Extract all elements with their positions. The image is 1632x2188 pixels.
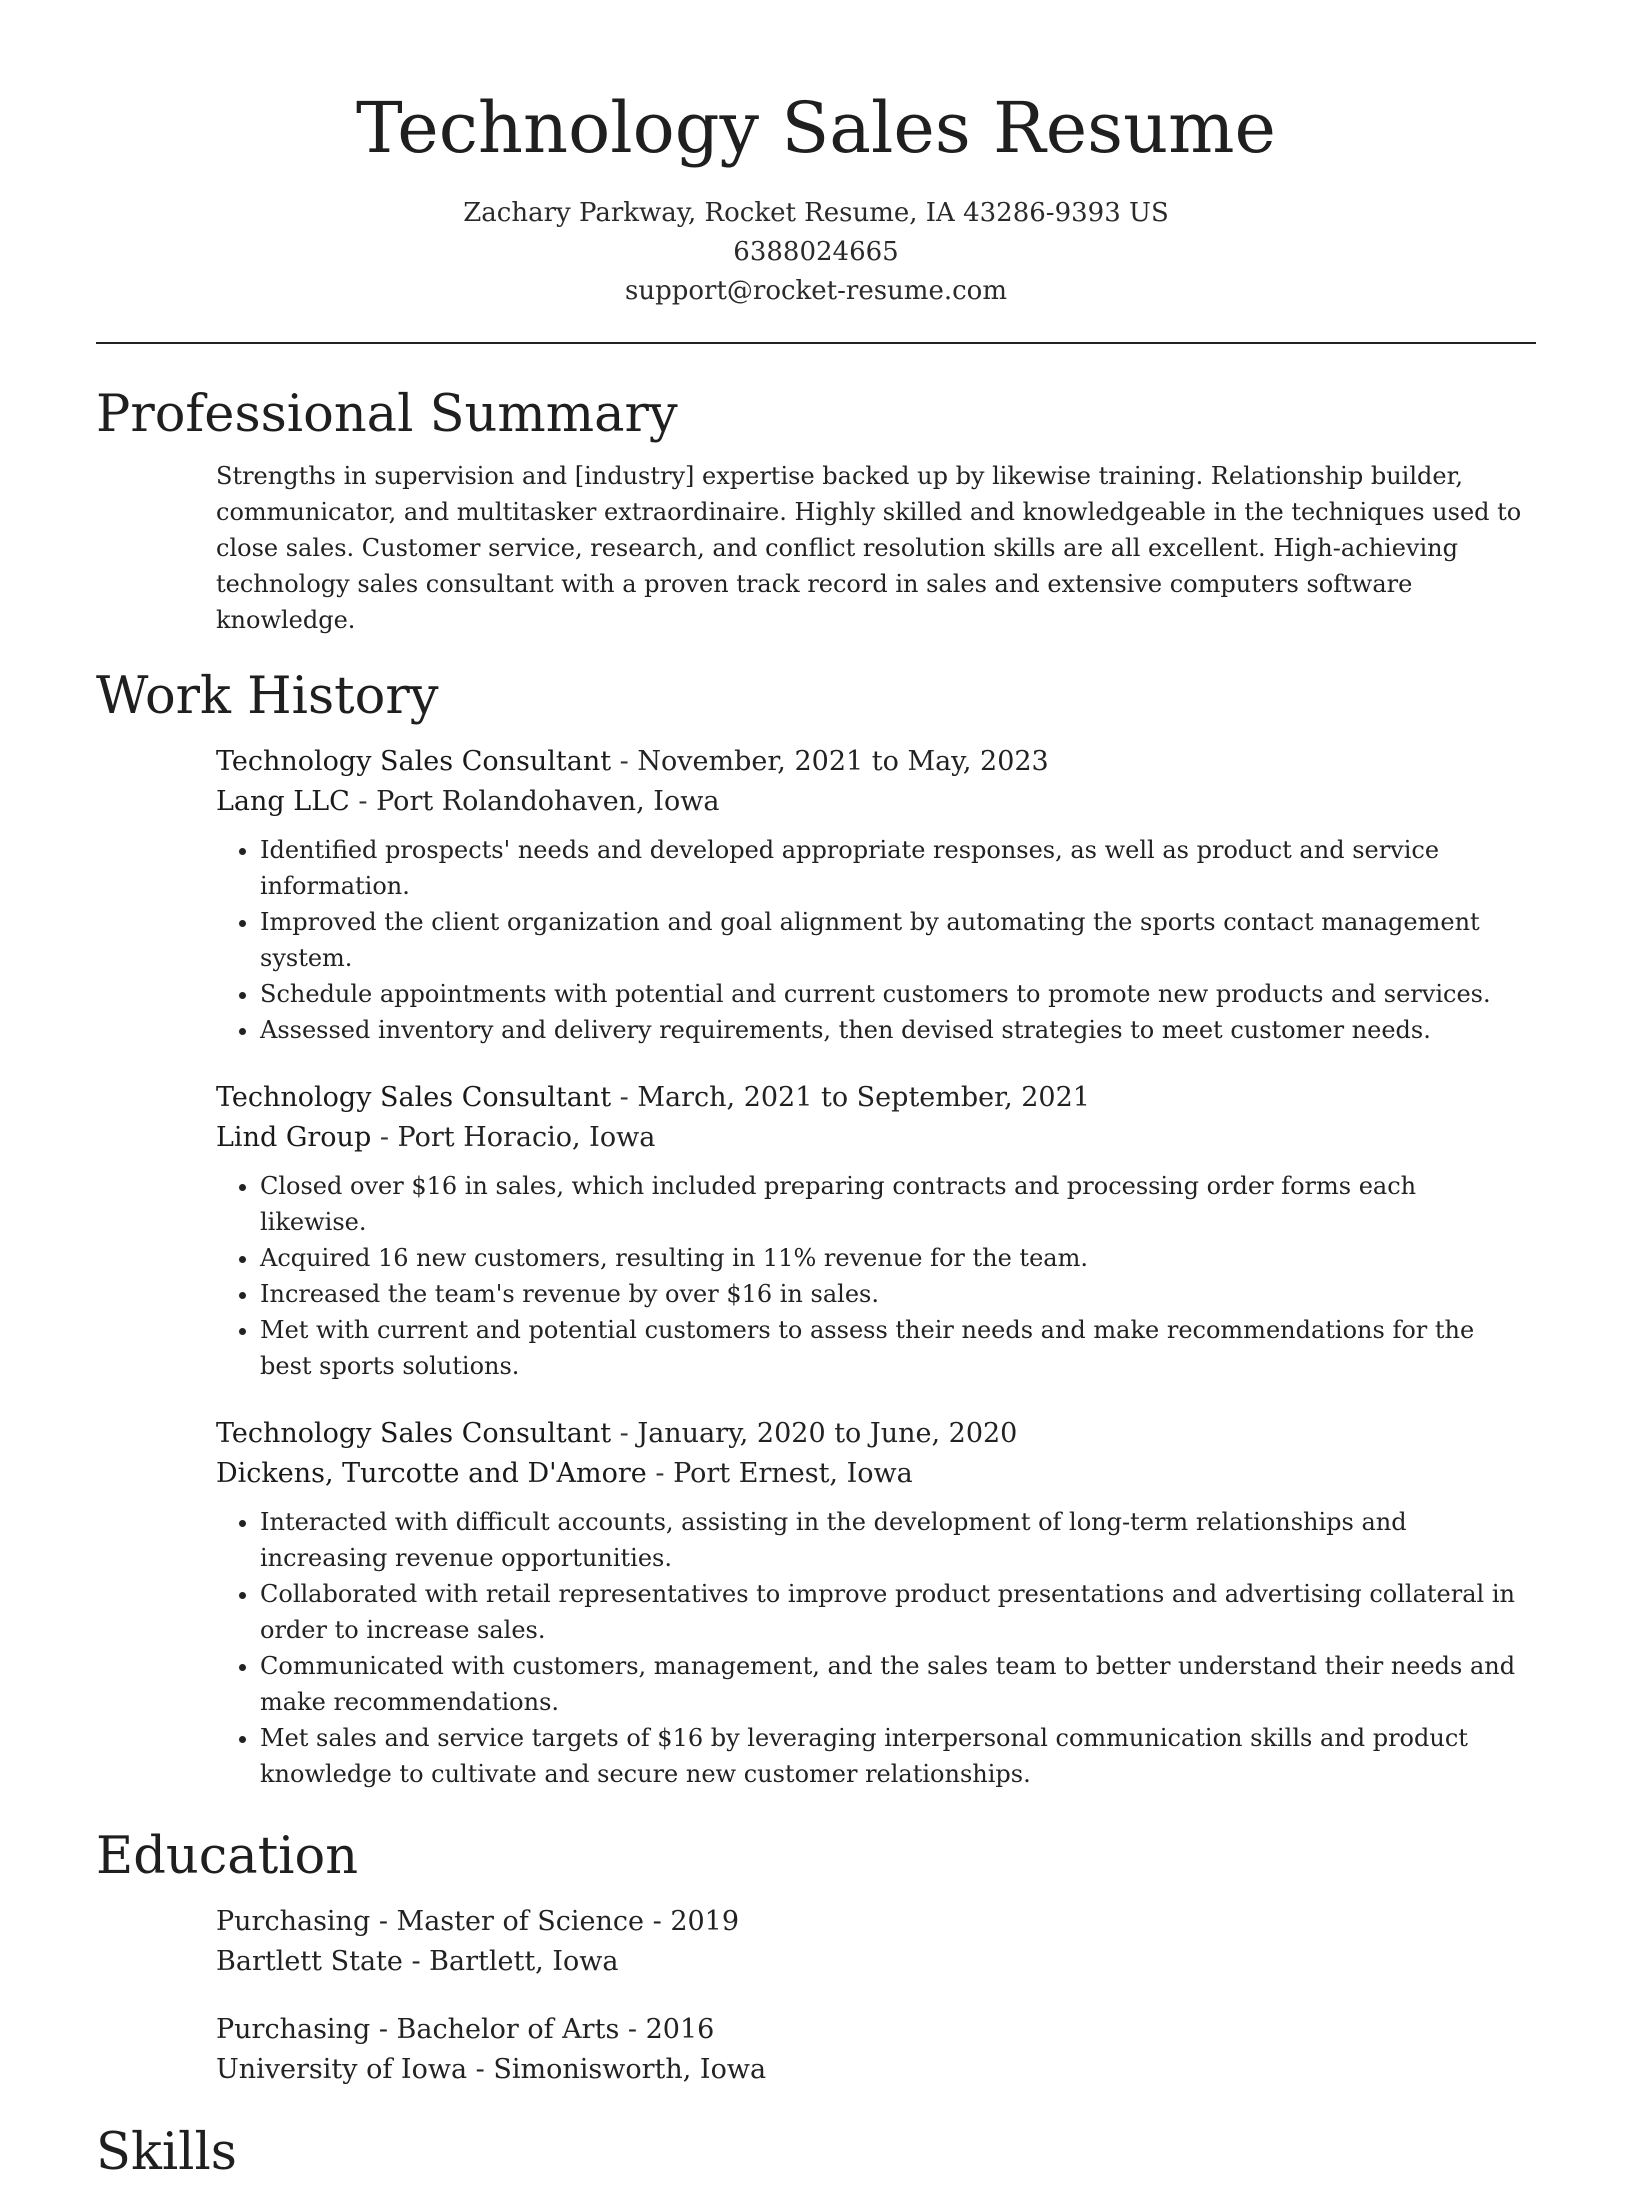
separator: - <box>371 1122 398 1153</box>
resume-content <box>96 380 1536 2188</box>
job-bullet: • Schedule appointments with potential and current customers to promote new products and services. <box>260 976 1526 1012</box>
education-field: Purchasing <box>216 1906 371 1937</box>
job-bullet: • Collaborated with retail representatives to improve product presentations and advertising collateral in order to increase sales. <box>260 1576 1526 1648</box>
contact-block <box>0 194 1632 311</box>
job-dates: January, 2020 to June, 2020 <box>637 1418 1018 1449</box>
job-title: Technology Sales Consultant <box>216 1082 612 1113</box>
education-degree-line <box>216 1902 1526 1942</box>
job-bullet: • Identified prospects' needs and developed appropriate responses, as well as product and service information. <box>260 832 1526 904</box>
job-entry <box>216 1414 1526 1792</box>
work-history-heading: Work History <box>96 667 439 726</box>
job-bullet: • Met with current and potential customers to assess their needs and make recommendations for the best sports solutions. <box>260 1312 1526 1384</box>
job-bullet: • Communicated with customers, management, and the sales team to better understand their needs and make recommendations. <box>260 1648 1526 1720</box>
jobs-list <box>216 742 1526 1792</box>
job-bullet: • Interacted with difficult accounts, assisting in the development of long-term relationships and increasing revenue opportunities. <box>260 1504 1526 1576</box>
education-location: Bartlett, Iowa <box>429 1946 619 1977</box>
education-entry <box>216 1902 1526 1982</box>
education-field: Purchasing <box>216 2014 371 2045</box>
job-bullet: • Met sales and service targets of $16 by leveraging interpersonal communication skills and product knowledge to cultivate and secure new customer relationships. <box>260 1720 1526 1792</box>
job-location: Port Rolandohaven, Iowa <box>376 786 720 817</box>
job-location: Port Ernest, Iowa <box>673 1458 913 1489</box>
separator: - <box>611 1418 638 1449</box>
job-company-line <box>216 1454 1526 1494</box>
job-title-line <box>216 1414 1526 1454</box>
education-school-line <box>216 2050 1526 2090</box>
job-title: Technology Sales Consultant <box>216 1418 612 1449</box>
separator: - <box>646 1458 674 1489</box>
education-degree: Bachelor of Arts <box>396 2014 620 2045</box>
job-title: Technology Sales Consultant <box>216 746 612 777</box>
education-location: Simonisworth, Iowa <box>493 2054 767 2085</box>
education-year: 2019 <box>670 1906 740 1937</box>
education-list <box>216 1902 1526 2090</box>
job-company-line <box>216 782 1526 822</box>
job-entry <box>216 1078 1526 1384</box>
education-degree: Master of Science <box>396 1906 645 1937</box>
header-divider <box>96 342 1536 344</box>
job-title-line <box>216 742 1526 782</box>
contact-phone: 6388024665 <box>733 237 899 267</box>
education-heading: Education <box>96 1827 359 1886</box>
separator: - <box>611 746 638 777</box>
job-bullet: • Increased the team's revenue by over $16 in sales. <box>260 1276 1526 1312</box>
education-section <box>96 1822 1536 2090</box>
summary-text: Strengths in supervision and [industry] expertise backed up by likewise training. Relationship builder, communicator, and multitasker extraordinaire. Highly skilled and knowledgeable in the techniques used to close sales. Customer service, research, and conflict resolution skills are all excellent. High-achieving technology sales consultant with a proven track record in sales and extensive computers software knowledge. <box>216 462 1522 634</box>
job-bullet: • Closed over $16 in sales, which included preparing contracts and processing order forms each likewise. <box>260 1168 1526 1240</box>
education-school-line <box>216 1942 1526 1982</box>
resume-header <box>0 0 1632 311</box>
separator: - <box>370 2014 397 2045</box>
job-bullets <box>216 832 1526 1048</box>
job-company: Lind Group <box>216 1122 372 1153</box>
separator: - <box>644 1906 671 1937</box>
education-school: University of Iowa <box>216 2054 468 2085</box>
separator: - <box>619 2014 646 2045</box>
job-company-line <box>216 1118 1526 1158</box>
separator: - <box>611 1082 638 1113</box>
job-dates: November, 2021 to May, 2023 <box>637 746 1049 777</box>
job-bullets <box>216 1168 1526 1384</box>
separator: - <box>402 1946 430 1977</box>
separator: - <box>370 1906 397 1937</box>
job-bullets <box>216 1504 1526 1792</box>
job-title-line <box>216 1078 1526 1118</box>
job-location: Port Horacio, Iowa <box>397 1122 656 1153</box>
education-year: 2016 <box>645 2014 715 2045</box>
summary-section <box>96 380 1536 638</box>
job-bullet: • Acquired 16 new customers, resulting in 11% revenue for the team. <box>260 1240 1526 1276</box>
job-company: Lang LLC <box>216 786 350 817</box>
summary-heading: Professional Summary <box>96 385 678 444</box>
separator: - <box>467 2054 494 2085</box>
separator: - <box>349 786 377 817</box>
job-bullet: • Improved the client organization and goal alignment by automating the sports contact management system. <box>260 904 1526 976</box>
contact-email: support@rocket-resume.com <box>624 276 1007 306</box>
job-entry <box>216 742 1526 1048</box>
resume-title: Technology Sales Resume <box>356 87 1276 169</box>
job-bullet: • Assessed inventory and delivery requirements, then devised strategies to meet customer needs. <box>260 1012 1526 1048</box>
education-entry <box>216 2010 1526 2090</box>
education-degree-line <box>216 2010 1526 2050</box>
education-school: Bartlett State <box>216 1946 403 1977</box>
contact-address: Zachary Parkway, Rocket Resume, IA 43286-9393 US <box>463 198 1169 228</box>
skills-heading: Skills <box>96 2123 237 2182</box>
job-dates: March, 2021 to September, 2021 <box>637 1082 1090 1113</box>
work-history-section <box>96 662 1536 1792</box>
skills-section <box>96 2118 1536 2188</box>
job-company: Dickens, Turcotte and D'Amore <box>216 1458 647 1489</box>
